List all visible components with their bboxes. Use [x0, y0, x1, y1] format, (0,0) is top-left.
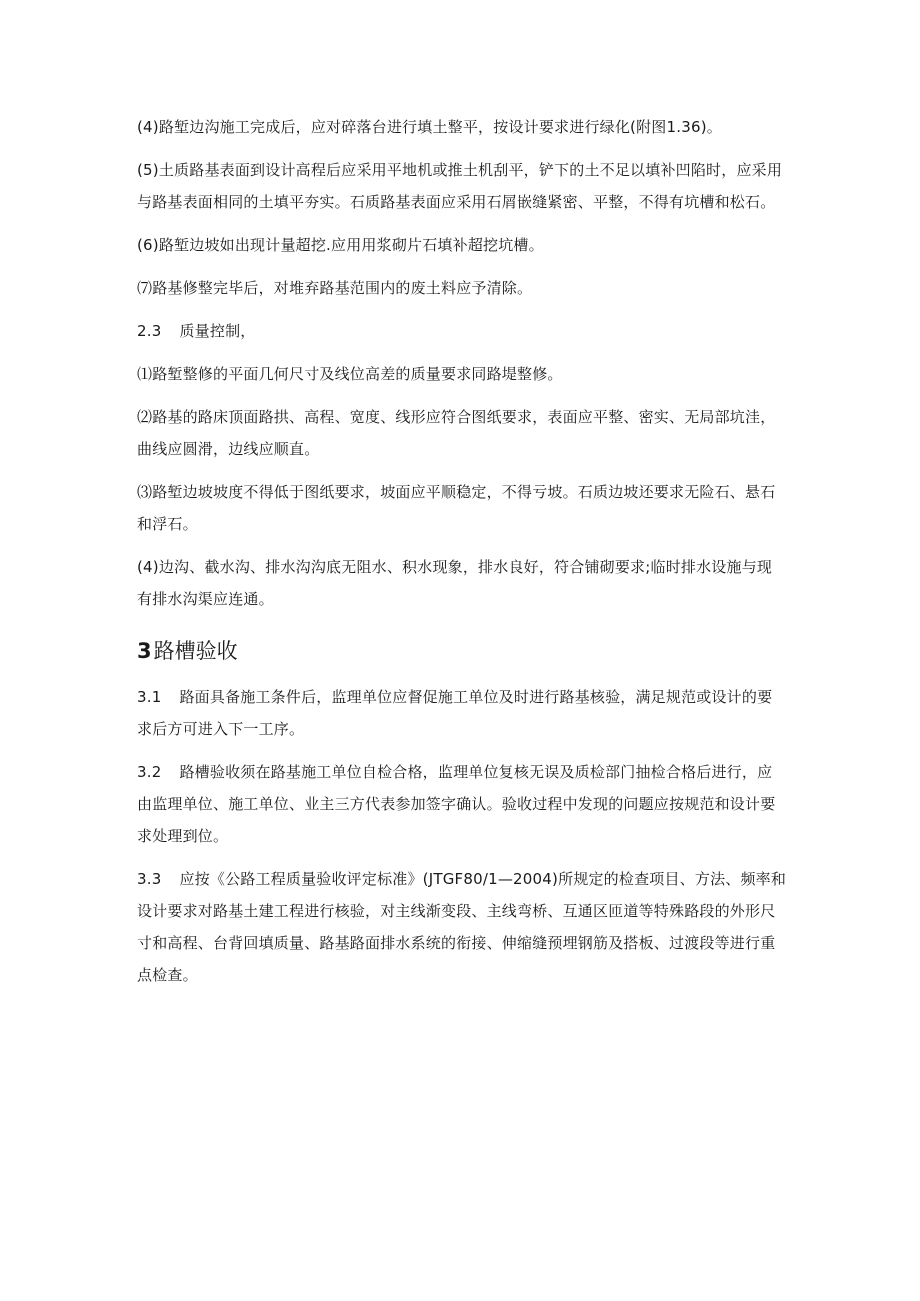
quality-item-4: (4)边沟、截水沟、排水沟沟底无阻水、积水现象，排水良好，符合铺砌要求;临时排水设施与现有排水沟渠应连通。	[137, 558, 773, 608]
clause-text: 路面具备施工条件后，监理单位应督促施工单位及时进行路基核验，满足规范或设计的要求后方可进入下一工序。	[137, 688, 773, 738]
section-number: 3	[137, 639, 152, 663]
subsection-heading-2-3	[137, 315, 787, 347]
clause-3-1	[137, 681, 787, 745]
clause-number: 3.1	[137, 688, 162, 706]
paragraph-7: ⑺路基修整完毕后，对堆弃路基范围内的废土料应予清除。	[137, 279, 533, 297]
clause-3-3	[137, 863, 787, 991]
clause-text: 路槽验收须在路基施工单位自检合格，监理单位复核无误及质检部门抽检合格后进行，应由监理单位、施工单位、业主三方代表参加签字确认。验收过程中发现的问题应按规范和设计要求处理到位。	[137, 763, 776, 845]
subsection-title: 质量控制，	[179, 322, 256, 340]
clause-number: 3.3	[137, 870, 162, 888]
clause-text: 应按《公路工程质量验收评定标准》(JTGF80/1—2004)所规定的检查项目、方法、频率和设计要求对路基土建工程进行核验，对主线渐变段、主线弯桥、互通区匝道等特殊路段的外形尺寸和高程、台背回填质量、路基路面排水系统的衔接、伸缩缝预埋钢筋及搭板、过渡段等进行重点检查。	[137, 870, 787, 984]
subsection-number: 2.3	[137, 322, 162, 340]
clause-3-2	[137, 756, 787, 852]
paragraph-4: (4)路堑边沟施工完成后，应对碎落台进行填土整平，按设计要求进行绿化(附图1.36)。	[137, 118, 722, 136]
section-title: 路槽验收	[153, 639, 238, 663]
quality-item-1: ⑴路堑整修的平面几何尺寸及线位高差的质量要求同路堤整修。	[137, 365, 563, 383]
section-heading-3	[137, 635, 787, 667]
clause-number: 3.2	[137, 763, 162, 781]
quality-item-2: ⑵路基的路床顶面路拱、高程、宽度、线形应符合图纸要求，表面应平整、密实、无局部坑洼，曲线应圆滑，边线应顺直。	[137, 408, 776, 458]
document-page	[137, 111, 787, 1002]
paragraph-6: (6)路堑边坡如出现计量超挖.应用用浆砌片石填补超挖坑槽。	[137, 236, 544, 254]
paragraph-5: (5)土质路基表面到设计高程后应采用平地机或推土机刮平，铲下的土不足以填补凹陷时，应采用与路基表面相同的土填平夯实。石质路基表面应采用石屑嵌缝紧密、平整，不得有坑槽和松石。	[137, 161, 783, 211]
quality-item-3: ⑶路堑边坡坡度不得低于图纸要求，坡面应平顺稳定，不得亏坡。石质边坡还要求无险石、悬石和浮石。	[137, 483, 776, 533]
